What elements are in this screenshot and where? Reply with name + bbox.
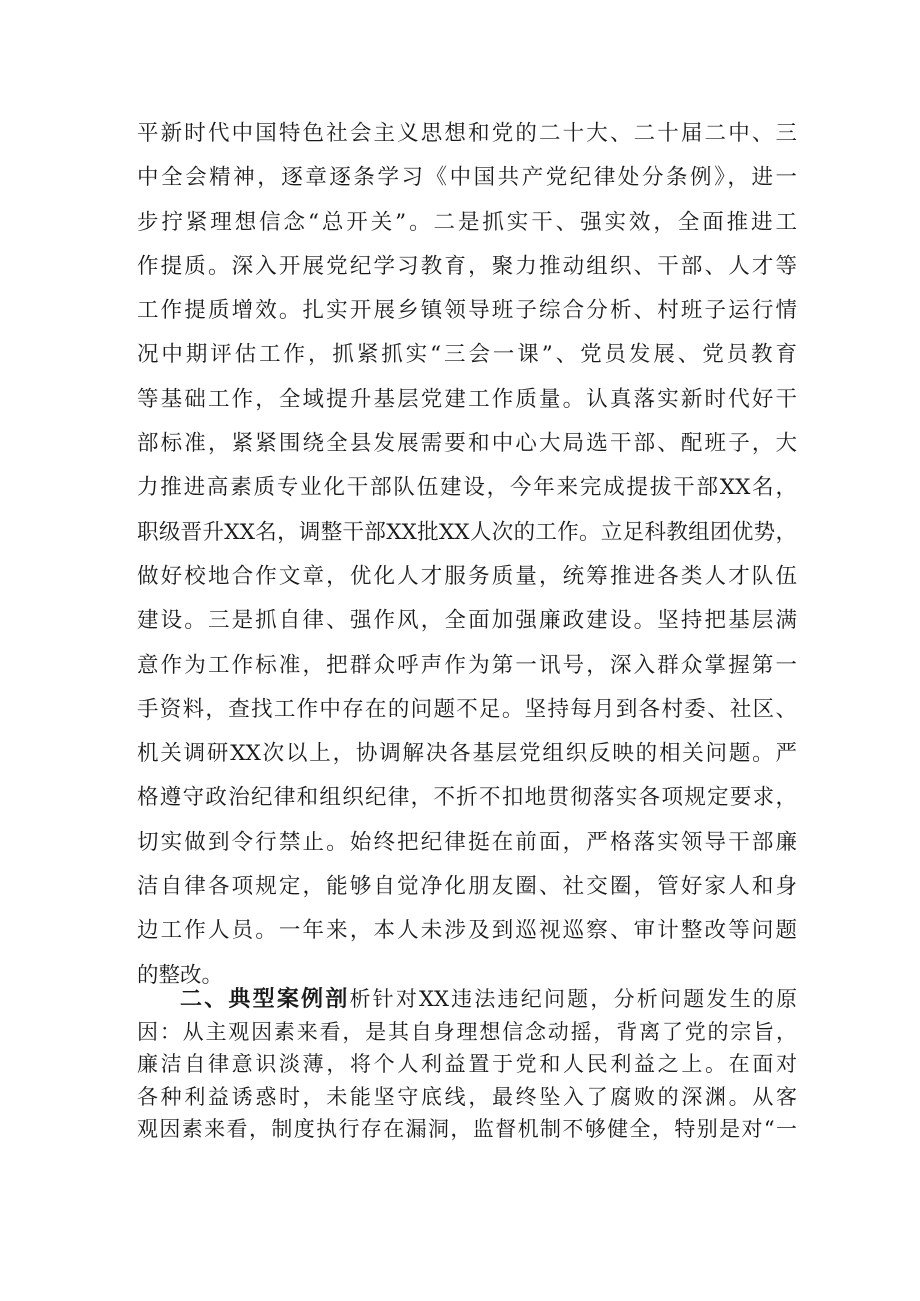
text-line: 中全会精神，逐章逐条学习《中国共产党纪律处分条例》，进一	[137, 165, 797, 191]
text-line: 部标准，紧紧围绕全县发展需要和中心大局选干部、配班子，大	[137, 431, 797, 457]
text-line: 况中期评估工作，抓紧抓实“三会一课”、党员发展、党员教育	[137, 342, 797, 368]
text-line: 步拧紧理想信念“总开关”。二是抓实干、强实效，全面推进工	[137, 209, 797, 235]
text-line: 平新时代中国特色社会主义思想和党的二十大、二十届二中、三	[137, 121, 797, 146]
text-line: 洁自律各项规定，能够自觉净化朋友圈、社交圈，管好家人和身	[137, 874, 797, 900]
text-line: 力推进高素质专业化干部队伍建设，今年来完成提拔干部XX名，	[137, 475, 797, 501]
text-line: 工作提质增效。扎实开展乡镇领导班子综合分析、村班子运行情	[137, 298, 797, 324]
text-line: 的整改。	[137, 962, 224, 988]
paragraph-case-analysis	[137, 983, 797, 1146]
text-line	[137, 983, 797, 1016]
text-line: 廉洁自律意识淡薄，将个人利益置于党和人民利益之上。在面对	[137, 1052, 797, 1076]
text-line: 各种利益诱惑时，未能坚守底线，最终坠入了腐败的深渊。从客	[137, 1084, 797, 1109]
text-fragment: 析针对XX违法违纪问题，分析问题发生的原	[349, 987, 797, 1011]
text-line: 做好校地合作文章，优化人才服务质量，统筹推进各类人才队伍	[137, 563, 797, 589]
text-line: 职级晋升XX名，调整干部XX批XX人次的工作。立足科教组团优势，	[137, 519, 797, 545]
text-line: 因：从主观因素来看，是其自身理想信念动摇，背离了党的宗旨，	[137, 1019, 797, 1044]
paragraph-self-review	[137, 112, 797, 998]
section-heading: 二、典型案例剖	[180, 987, 350, 1012]
text-line: 等基础工作，全域提升基层党建工作质量。认真落实新时代好干	[137, 386, 797, 412]
text-line: 格遵守政治纪律和组织纪律，不折不扣地贯彻落实各项规定要求，	[137, 785, 797, 811]
text-line: 边工作人员。一年来，本人未涉及到巡视巡察、审计整改等问题	[137, 918, 797, 944]
text-line: 手资料，查找工作中存在的问题不足。坚持每月到各村委、社区、	[137, 696, 797, 722]
text-line: 观因素来看，制度执行存在漏洞，监督机制不够健全，特别是对“一	[137, 1117, 797, 1141]
text-line: 建设。三是抓自律、强作风，全面加强廉政建设。坚持把基层满	[137, 608, 797, 634]
text-line: 作提质。深入开展党纪学习教育，聚力推动组织、干部、人才等	[137, 253, 797, 279]
text-line: 意作为工作标准，把群众呼声作为第一讯号，深入群众掌握第一	[137, 652, 797, 678]
text-line: 机关调研XX次以上，协调解决各基层党组织反映的相关问题。严	[137, 741, 797, 767]
text-line: 切实做到令行禁止。始终把纪律挺在前面，严格落实领导干部廉	[137, 829, 797, 855]
